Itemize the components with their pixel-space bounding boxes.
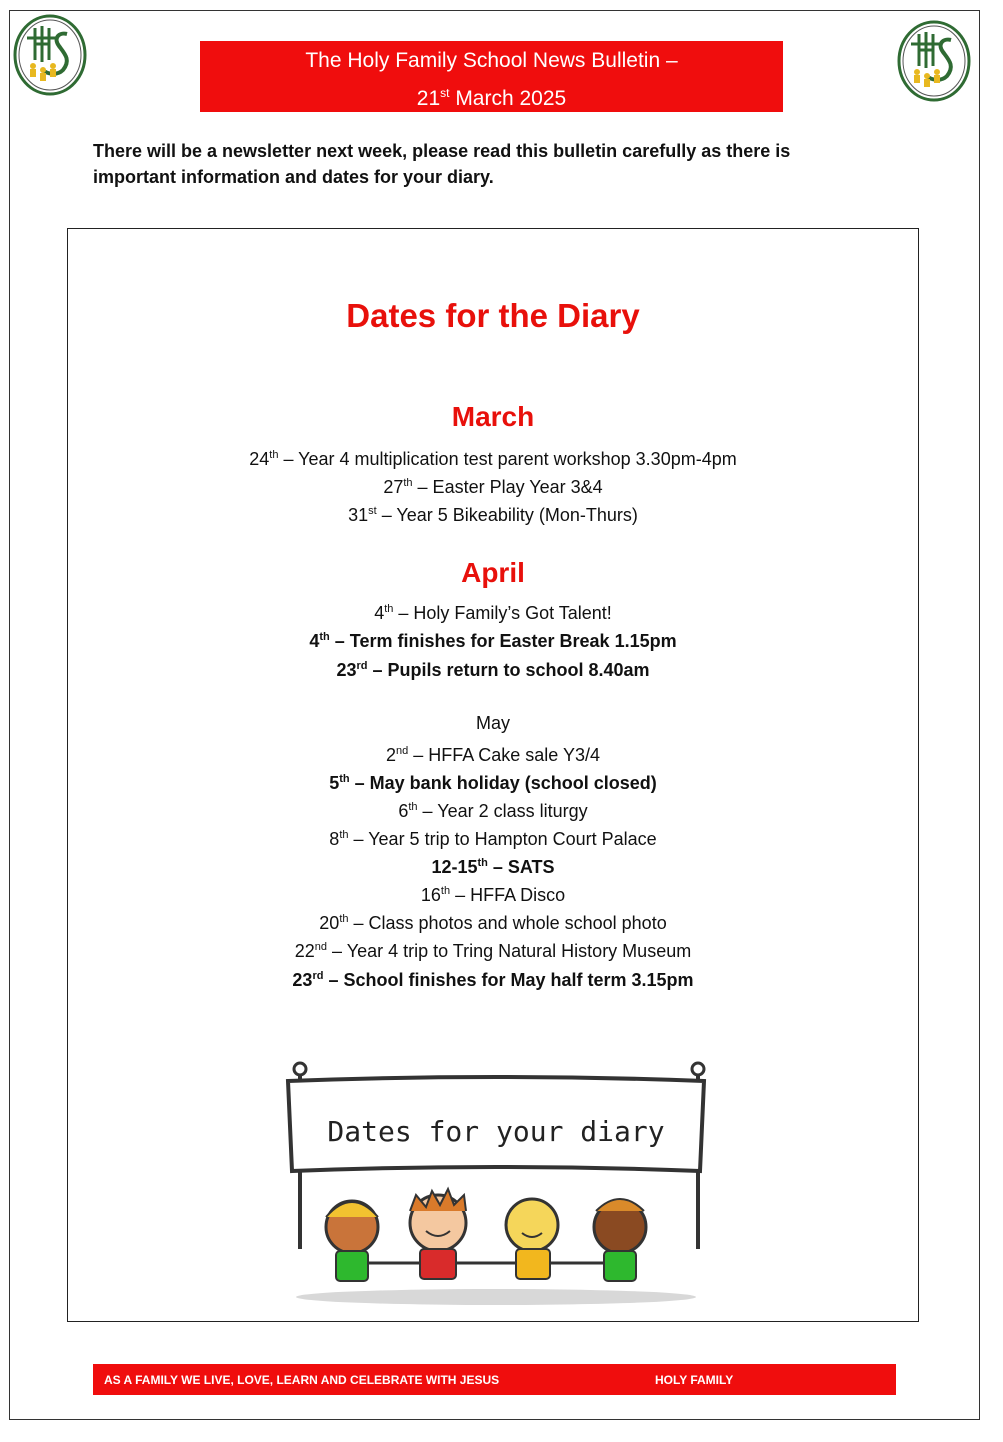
entry-suffix: th bbox=[319, 631, 330, 643]
entry-text: – Year 4 multiplication test parent workshop 3.30pm-4pm bbox=[278, 449, 737, 469]
diary-heading: Dates for the Diary bbox=[346, 297, 640, 334]
entry-suffix: rd bbox=[312, 970, 324, 982]
entry-day: 4 bbox=[309, 631, 320, 651]
footer-motto: AS A FAMILY WE LIVE, LOVE, LEARN AND CELEBRATE WITH JESUS bbox=[104, 1373, 500, 1387]
entry-day: 16 bbox=[420, 885, 441, 905]
entry-suffix: st bbox=[368, 505, 377, 517]
entry-day: 2 bbox=[385, 745, 396, 765]
title-day: 21 bbox=[416, 87, 441, 110]
entry-day: 31 bbox=[348, 505, 369, 525]
entry-text: – Year 5 trip to Hampton Court Palace bbox=[348, 829, 657, 849]
title-day-suffix: st bbox=[440, 86, 450, 100]
diary-entry bbox=[68, 823, 918, 851]
diary-entry bbox=[68, 935, 918, 963]
entry-suffix: th bbox=[403, 477, 413, 489]
diary-entry bbox=[68, 499, 918, 527]
entry-day: 24 bbox=[249, 449, 270, 469]
entry-suffix: th bbox=[477, 857, 488, 869]
entry-day: 23 bbox=[292, 970, 313, 990]
diary-entry bbox=[68, 907, 918, 935]
diary-entry bbox=[68, 879, 918, 907]
entry-suffix: th bbox=[339, 773, 350, 785]
entry-suffix: th bbox=[339, 829, 349, 841]
banner-text: Dates for your diary bbox=[327, 1115, 665, 1148]
title-line-1: The Holy Family School News Bulletin – bbox=[305, 49, 678, 72]
entry-text: – SATS bbox=[487, 857, 555, 877]
entry-suffix: th bbox=[384, 603, 394, 615]
entry-text: – School finishes for May half term 3.15pm bbox=[323, 970, 694, 990]
dates-for-your-diary-clipart bbox=[280, 1059, 712, 1309]
entry-day: 12-15 bbox=[431, 857, 478, 877]
entry-day: 8 bbox=[329, 829, 340, 849]
entry-text: – HFFA Disco bbox=[450, 885, 566, 905]
entry-suffix: th bbox=[339, 913, 349, 925]
entry-text: – Pupils return to school 8.40am bbox=[367, 660, 650, 680]
diary-entry bbox=[68, 795, 918, 823]
entry-text: – HFFA Cake sale Y3/4 bbox=[408, 745, 601, 765]
entry-text: – Year 5 Bikeability (Mon-Thurs) bbox=[376, 505, 638, 525]
diary-entry bbox=[68, 739, 918, 767]
entry-text: – Term finishes for Easter Break 1.15pm bbox=[329, 631, 677, 651]
title-line-2 bbox=[200, 77, 783, 115]
entry-suffix: th bbox=[269, 449, 279, 461]
entry-day: 5 bbox=[329, 773, 340, 793]
diary-entry bbox=[68, 851, 918, 879]
entry-text: – Year 2 class liturgy bbox=[417, 801, 588, 821]
school-logo-icon bbox=[13, 14, 87, 96]
diary-entry bbox=[68, 625, 918, 653]
footer-bar bbox=[93, 1364, 896, 1395]
diary-entry bbox=[68, 654, 918, 682]
entry-text: – Holy Family’s Got Talent! bbox=[393, 603, 612, 623]
entry-suffix: th bbox=[440, 885, 451, 897]
diary-entry bbox=[68, 597, 918, 625]
entry-text: – Class photos and whole school photo bbox=[348, 913, 667, 933]
entry-text: – Year 4 trip to Tring Natural History Museum bbox=[327, 941, 692, 961]
entry-suffix: th bbox=[408, 801, 418, 813]
entry-day: 27 bbox=[383, 477, 404, 497]
entry-day: 23 bbox=[336, 660, 357, 680]
footer-school-name: HOLY FAMILY bbox=[655, 1373, 734, 1387]
diary-entry bbox=[68, 443, 918, 471]
entry-text: – Easter Play Year 3&4 bbox=[412, 477, 603, 497]
entry-text: – May bank holiday (school closed) bbox=[349, 773, 657, 793]
entry-suffix: rd bbox=[356, 660, 368, 672]
school-logo-icon bbox=[897, 20, 971, 102]
intro-text: There will be a newsletter next week, please read this bulletin carefully as there is important information and dates for your diary. bbox=[93, 141, 791, 187]
diary-box bbox=[67, 228, 919, 1322]
title-banner bbox=[200, 41, 783, 112]
march-heading: March bbox=[451, 401, 535, 432]
diary-entry bbox=[68, 767, 918, 795]
entry-day: 20 bbox=[319, 913, 340, 933]
april-heading: April bbox=[461, 557, 525, 588]
title-month-year: March 2025 bbox=[449, 87, 567, 110]
entry-day: 22 bbox=[294, 941, 315, 961]
diary-entry bbox=[68, 964, 918, 992]
diary-entry bbox=[68, 471, 918, 499]
entry-day: 4 bbox=[374, 603, 385, 623]
may-heading: May bbox=[475, 713, 510, 733]
entry-suffix: nd bbox=[314, 941, 328, 953]
entry-day: 6 bbox=[398, 801, 409, 821]
entry-suffix: nd bbox=[395, 745, 409, 757]
